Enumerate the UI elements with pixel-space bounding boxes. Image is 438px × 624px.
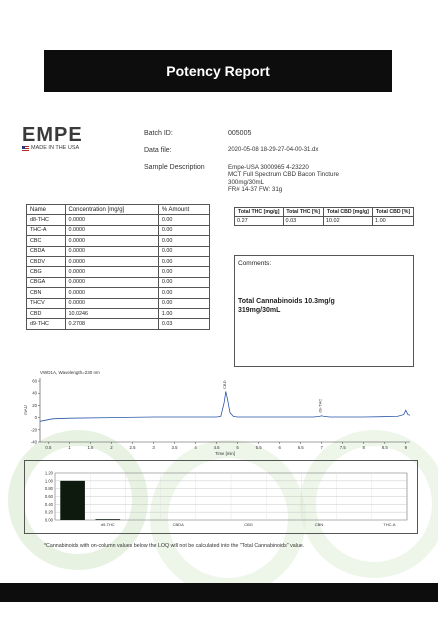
bar [60,481,85,520]
comments-title: Comments: [238,260,272,267]
x-tick-label: 1.5 [87,445,94,450]
x-tick-label: 7.5 [339,445,346,450]
analyte-name: d9-THC [27,319,66,329]
table-row [27,288,210,298]
total-thc-pct: 0.03 [283,217,323,226]
analyte-amount: 0.00 [158,215,209,225]
analyte-amount: 0.00 [158,256,209,266]
brand-name: EMPE [22,124,83,146]
total-cannabinoids: Total Cannabinoids 10.3mg/g [238,298,335,305]
y-tick-label: 0 [34,415,37,421]
analyte-amount: 0.00 [158,236,209,246]
analyte-table-header [27,205,210,215]
x-tick-label: 1 [68,445,71,450]
y-tick-label: 1.00 [44,478,53,484]
report-header-bar [44,50,392,92]
total-per-bottle: 319mg/30mL [238,307,281,314]
total-cbd-pct-header: Total CBD [%] [372,208,413,217]
column-header-amount: % Amount [158,205,209,215]
batch-id-value: 005005 [228,130,252,137]
analyte-amount: 0.03 [158,319,209,329]
analyte-concentration: 0.0000 [65,225,158,235]
category-label: CBG [244,522,253,527]
total-cbd-mg-header: Total CBD [mg/g] [323,208,372,217]
sample-line: 300mg/30mL [228,178,265,186]
analyte-name: d8-THC [27,215,66,225]
chromatogram [22,368,418,456]
analyte-concentration: 0.0000 [65,246,158,256]
x-tick-label: 3 [152,445,155,450]
table-row [27,267,210,277]
chromatogram-trace [40,391,410,421]
x-tick-label: 3.5 [171,445,178,450]
brand-tagline-row [22,145,83,151]
table-row [27,256,210,266]
y-tick-label: 40 [32,390,37,396]
analyte-table [26,204,210,330]
total-thc-mg-header: Total THC [mg/g] [235,208,284,217]
y-tick-label: 60 [32,378,37,384]
column-header-name: Name [27,205,66,215]
table-row [27,225,210,235]
sample-line: MCT Full Spectrum CBD Bacon Tincture [228,171,339,179]
comments-text [238,297,410,315]
analyte-concentration: 0.0000 [65,298,158,308]
analyte-concentration: 0.0000 [65,215,158,225]
analyte-amount: 0.00 [158,246,209,256]
analyte-name: CBGA [27,277,66,287]
totals-table [234,207,414,226]
category-label: THC-A [383,522,396,527]
us-flag-icon [22,146,29,151]
x-tick-label: 7 [320,445,323,450]
analyte-amount: 0.00 [158,267,209,277]
y-tick-label: 0.80 [44,486,53,492]
table-row [27,308,210,318]
footnote: *Cannabinoids with on-column values below the LOQ will not be calculated into the "Total Cannabinoids" value. [44,543,305,549]
y-tick-label: 1.20 [44,470,53,476]
data-file-value: 2020-05-08 18-29-27-04-00-31.dx [228,147,319,153]
y-tick-label: 0.00 [44,517,53,523]
category-label: d9-THC [100,522,115,527]
x-tick-label: 4 [194,445,197,450]
x-axis-label: Time [min] [215,451,235,456]
totals-header-row [235,208,414,217]
analyte-name: CBN [27,288,66,298]
x-tick-label: 2 [110,445,113,450]
analyte-name: THCV [27,298,66,308]
y-tick-label: 0.40 [44,501,53,507]
x-tick-label: 0.5 [45,445,52,450]
total-thc-pct-header: Total THC [%] [283,208,323,217]
analyte-amount: 0.00 [158,288,209,298]
totals-value-row [235,217,414,226]
analyte-concentration: 0.0000 [65,256,158,266]
total-cbd-mg: 10.02 [323,217,372,226]
y-tick-label: -40 [30,439,37,445]
y-tick-label: 0.60 [44,494,53,499]
analyte-name: CBC [27,236,66,246]
sample-line: Empe-USA 3000965 4-23220 [228,164,309,171]
analyte-concentration: 0.0000 [65,288,158,298]
brand-tagline: MADE IN THE USA [31,145,80,151]
chart-title: VWD1A, Wavelength=230 nm [40,370,100,375]
table-row [27,319,210,329]
analyte-concentration: 0.2708 [65,319,158,329]
batch-id-label: Batch ID: [144,130,173,137]
cannabinoid-bar-chart [25,461,417,533]
table-row [27,215,210,225]
table-row [27,246,210,256]
analyte-amount: 1.00 [158,308,209,318]
table-row [27,277,210,287]
total-cbd-pct: 1.00 [372,217,413,226]
data-file-label: Data file: [144,147,172,154]
analyte-name: CBDA [27,246,66,256]
column-header-concentration: Concentration [mg/g] [65,205,158,215]
y-tick-label: 20 [32,402,37,408]
analyte-name: CBG [27,267,66,277]
category-label: CBN [314,522,324,527]
analyte-concentration: 0.0000 [65,277,158,287]
x-tick-label: 8.5 [381,445,388,450]
x-tick-label: 9 [404,445,407,450]
analyte-name: THC-A [27,225,66,235]
y-tick-label: -20 [30,427,37,433]
analyte-concentration: 0.0000 [65,267,158,277]
x-tick-label: 4.5 [213,445,220,450]
x-tick-label: 8 [362,445,365,450]
table-row [27,236,210,246]
y-axis-label: mAU [23,405,28,415]
category-label: CBDA [172,522,184,527]
total-thc-mg: 0.27 [235,217,284,226]
x-tick-label: 5.5 [255,445,262,450]
page-title: Potency Report [166,63,270,79]
analyte-name: CBD [27,308,66,318]
analyte-amount: 0.00 [158,298,209,308]
x-tick-label: 2.5 [129,445,136,450]
analyte-concentration: 10.0246 [65,308,158,318]
analyte-amount: 0.00 [158,277,209,287]
sample-line: FR# 14-37 FW: 31g [228,186,283,194]
analyte-concentration: 0.0000 [65,236,158,246]
sample-description [228,164,339,194]
x-tick-label: 6 [278,445,281,450]
table-row [27,298,210,308]
analyte-name: CBDV [27,256,66,266]
footer-bar [0,583,438,602]
x-tick-label: 5 [236,445,239,450]
brand-logo [22,124,83,151]
peak-label: d9-THC [317,398,323,413]
sample-description-label: Sample Description [144,164,205,171]
comments-box [234,255,414,367]
bar [95,519,120,520]
bar-chart-frame [24,460,418,534]
y-tick-label: 0.20 [44,509,53,515]
peak-label: CBD [221,380,227,389]
x-tick-label: 6.5 [297,445,304,450]
analyte-amount: 0.00 [158,225,209,235]
